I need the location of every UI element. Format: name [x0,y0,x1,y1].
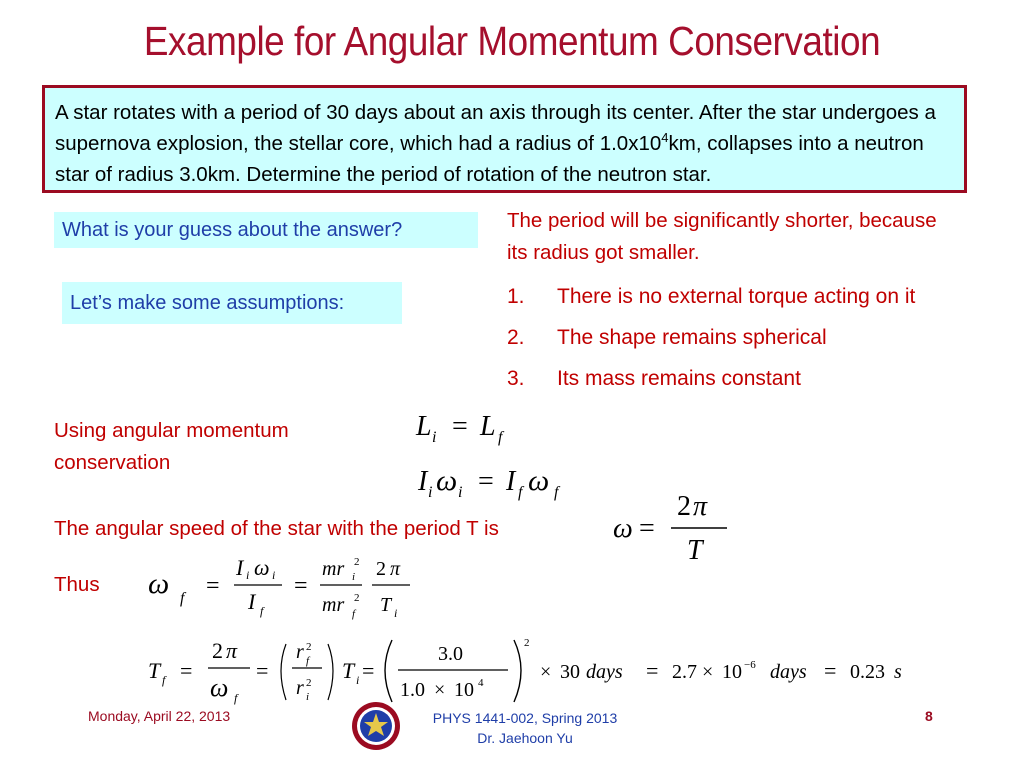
svg-text:×: × [540,661,552,683]
svg-text:i: i [246,568,250,582]
svg-text:ω: ω [613,513,633,544]
svg-text:=: = [294,573,308,599]
svg-text:f: f [518,484,523,501]
svg-text:=: = [362,658,375,683]
svg-text:π: π [390,558,401,580]
svg-text:ω: ω [148,567,170,600]
svg-text:i: i [306,691,310,703]
university-seal-icon [350,700,402,752]
slide-title: Example for Angular Momentum Conservation [143,18,881,64]
footer-course: PHYS 1441-002, Spring 2013 [432,710,618,726]
problem-text-part1: A star rotates with a period of 30 days about an axis through its center. After the star undergoes a supernova explosion, the stellar core, which had a radius of 1.0x10 [55,101,936,155]
svg-text:mr: mr [322,594,345,616]
svg-text:i: i [428,484,433,501]
svg-text:T: T [687,535,703,566]
svg-text:ω: ω [528,464,550,497]
svg-text:=: = [824,658,837,683]
svg-text:ω: ω [436,464,458,497]
assumption-text: The shape remains spherical [557,326,827,349]
assumption-text: Its mass remains constant [557,367,801,390]
conservation-equations [400,400,600,510]
svg-text:3.0: 3.0 [438,643,463,665]
thus-text: Thus [54,573,100,596]
svg-text:f: f [554,484,559,501]
svg-text:I: I [236,555,244,580]
svg-text:2: 2 [376,558,386,580]
assumption-number: 1. [507,285,525,308]
assumptions-list [507,276,915,399]
svg-text:f: f [498,429,503,446]
svg-text:L: L [416,411,432,442]
assumptions-box [62,282,402,324]
svg-text:4: 4 [478,677,484,689]
guess-question-box [54,212,478,248]
svg-text:i: i [432,429,437,446]
assumption-text: There is no external torque acting on it [557,285,916,308]
svg-text:10: 10 [722,661,742,683]
svg-text:2: 2 [306,677,312,689]
angular-speed-text: The angular speed of the star with the period T is [54,517,499,540]
period-final-equation [140,630,940,710]
svg-text:r: r [296,677,304,699]
svg-text:f: f [260,604,264,618]
svg-text:=: = [206,573,220,599]
problem-text-part2: km, collapses into a neutron star of radius 3.0km. Determine the period of rotation of the neutron star. [55,132,924,186]
svg-text:days: days [586,661,623,683]
svg-text:T: T [148,658,161,683]
svg-text:f: f [162,673,166,687]
svg-text:×: × [434,679,446,701]
svg-text:2: 2 [354,592,360,604]
svg-text:I: I [506,466,516,497]
svg-text:2: 2 [306,641,312,653]
svg-text:10: 10 [454,679,474,701]
svg-text:i: i [352,571,356,583]
svg-text:f: f [306,655,310,667]
svg-text:2: 2 [677,491,691,522]
svg-text:0.23: 0.23 [850,661,885,683]
svg-text:r: r [296,641,304,663]
svg-text:i: i [458,484,463,501]
footer-course-info [400,708,650,748]
svg-text:=: = [452,411,468,442]
assumption-number: 2. [507,326,525,349]
footer-instructor: Dr. Jaehoon Yu [477,730,573,746]
omega-f-equation [140,545,430,625]
svg-text:T: T [342,658,355,683]
svg-text:30: 30 [560,661,580,683]
svg-text:f: f [234,691,238,705]
omega-definition [605,485,745,570]
svg-text:=: = [256,658,269,683]
svg-text:mr: mr [322,558,345,580]
assumptions-box-text: Let’s make some assumptions: [70,292,345,314]
svg-text:ω: ω [254,555,270,580]
guess-answer-text: The period will be significantly shorter, because its radius got smaller. [507,209,937,264]
guess-question-text: What is your guess about the answer? [62,219,403,241]
svg-text:s: s [894,661,902,683]
svg-text:L: L [480,411,496,442]
svg-text:f: f [180,590,185,607]
svg-text:=: = [646,658,659,683]
page-number: 8 [925,708,933,724]
svg-text:2: 2 [212,638,223,663]
svg-text:days: days [770,661,807,683]
svg-text:−6: −6 [744,659,756,671]
footer-date: Monday, April 22, 2013 [88,708,231,724]
svg-text:T: T [380,594,392,616]
svg-text:×: × [702,661,714,683]
svg-text:ω: ω [210,673,229,702]
svg-text:=: = [478,466,494,497]
svg-text:π: π [226,638,238,663]
problem-statement-box [42,85,967,193]
svg-text:=: = [639,513,655,544]
svg-text:2.7: 2.7 [672,661,697,683]
svg-text:2: 2 [354,556,360,568]
svg-text:i: i [394,606,398,620]
assumption-number: 3. [507,367,525,390]
svg-text:2: 2 [524,637,530,649]
svg-text:=: = [180,658,193,683]
svg-text:I: I [248,589,256,614]
svg-text:f: f [352,608,356,620]
assumption-item [507,317,915,358]
using-conservation-text: Using angular momentum conservation [54,419,289,474]
svg-text:1.0: 1.0 [400,679,425,701]
assumption-item [507,276,915,317]
svg-text:i: i [272,568,276,582]
svg-text:i: i [356,673,360,687]
svg-text:π: π [693,491,708,522]
svg-text:I: I [418,466,428,497]
problem-exponent: 4 [661,130,669,145]
assumption-item [507,358,915,399]
